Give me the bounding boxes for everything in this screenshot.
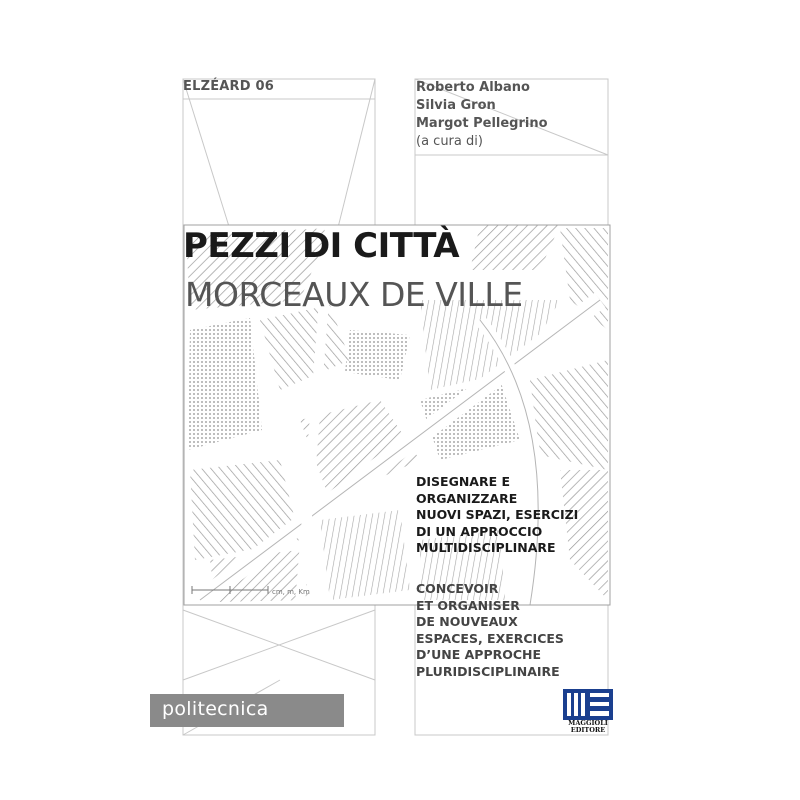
author-name: Silvia Gron: [416, 98, 496, 113]
subtitle-italian: DISEGNARE E ORGANIZZARE NUOVI SPAZI, ESERCIZI DI UN APPROCCIO MULTIDISCIPLINARE: [416, 474, 579, 555]
series-label: ELZÉARD 06: [183, 79, 274, 94]
maggioli-logo-icon: [563, 689, 613, 720]
collection-label: politecnica: [162, 698, 269, 720]
publisher-logo: [563, 689, 613, 735]
title-french: MORCEAUX DE VILLE: [185, 275, 523, 314]
curated-note: (a cura di): [416, 134, 483, 149]
scale-label: cm, m, Km: [272, 588, 310, 596]
publisher-name: MAGGIOLI EDITORE: [568, 719, 608, 734]
subtitle-french: CONCEVOIR ET ORGANISER DE NOUVEAUX ESPACES, EXERCICES D’UNE APPROCHE PLURIDISCIPLINAIRE: [416, 581, 564, 679]
author-name: Margot Pellegrino: [416, 116, 548, 131]
title-italian: PEZZI DI CITTÀ: [183, 226, 460, 266]
author-name: Roberto Albano: [416, 80, 530, 95]
collection-label-bar: [150, 694, 344, 727]
authors-block: [416, 79, 548, 151]
